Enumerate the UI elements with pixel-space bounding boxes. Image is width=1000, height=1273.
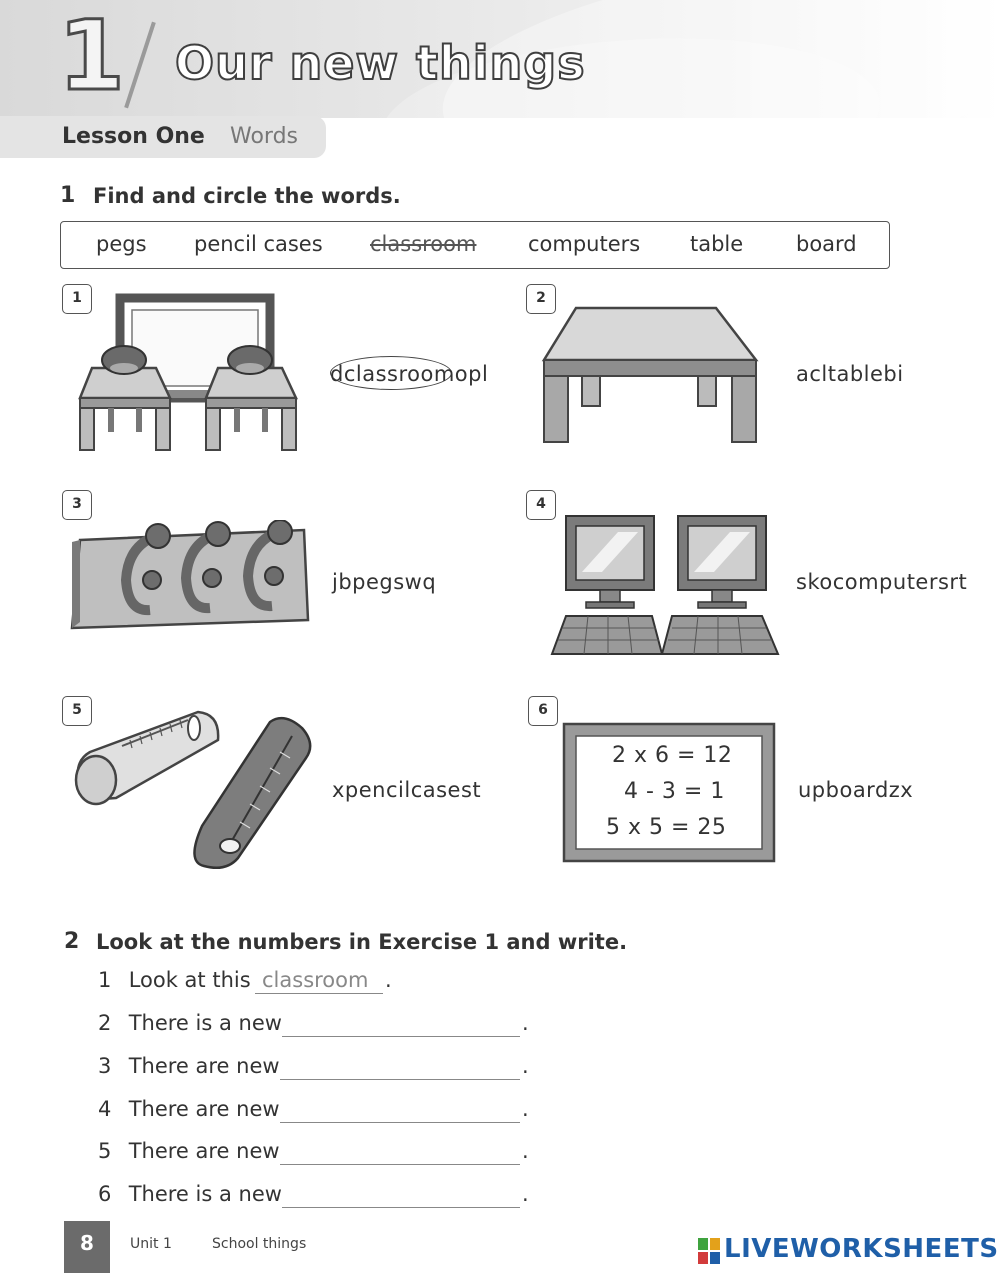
item-number-box: 2 [526,284,556,314]
item-number-box: 6 [528,696,558,726]
sentence-number: 5 [98,1139,112,1163]
computers-illustration [548,512,783,662]
exercise2-instruction: Look at the numbers in Exercise 1 and write. [96,930,628,954]
exercise2-number: 2 [64,929,80,954]
liveworksheets-logo-icon [698,1238,720,1264]
unit-number: 1 [58,0,125,112]
answer-blank[interactable] [280,1122,520,1123]
sentence-period: . [522,1054,529,1078]
sentence-text: There is a new [128,1182,282,1206]
sentence-row [98,968,251,992]
lesson-topic: Words [230,124,299,149]
word-puzzle: dclassroomopl [330,362,489,386]
item-number-box: 3 [62,490,92,520]
unit-title: Our new things [175,36,586,90]
sentence-text: There are new [128,1097,280,1121]
sentence-period: . [522,1097,529,1121]
page-number: 8 [64,1221,110,1273]
sentence-row [98,1054,280,1078]
sentence-row [98,1011,282,1035]
example-answer-line [255,993,383,994]
sentence-row [98,1097,280,1121]
answer-blank[interactable] [280,1079,520,1080]
sentence-period: . [522,1011,529,1035]
word-puzzle: jbpegswq [332,570,437,594]
word-bank-item: table [690,232,744,256]
sentence-text: There are new [128,1054,280,1078]
sentence-row [98,1182,282,1206]
word-puzzle: skocomputersrt [796,570,968,594]
sentence-text: There are new [128,1139,280,1163]
word-bank-item: pencil cases [194,232,323,256]
sentence-number: 1 [98,968,112,992]
sentence-number: 2 [98,1011,112,1035]
word-bank-item: computers [528,232,641,256]
word-puzzle: xpencilcasest [332,778,482,802]
sentence-number: 3 [98,1054,112,1078]
word-puzzle: upboardzx [798,778,914,802]
exercise1-instruction: Find and circle the words. [93,184,401,208]
word-puzzle: acltablebi [796,362,904,386]
pencil-cases-illustration [70,706,320,874]
classroom-illustration [70,290,310,455]
answer-blank[interactable] [282,1036,520,1037]
sentence-row [98,1139,280,1163]
footer-topic: School things [212,1236,307,1252]
word-bank-item: board [796,232,857,256]
answer-blank[interactable] [282,1207,520,1208]
sentence-text: Look at this [128,968,251,992]
word-bank-item-used: classroom [370,232,477,256]
board-line: 2 x 6 = 12 [612,743,733,768]
sentence-number: 6 [98,1182,112,1206]
sentence-number: 4 [98,1097,112,1121]
board-line: 4 - 3 = 1 [624,779,725,804]
item-number-box: 1 [62,284,92,314]
example-answer: classroom [262,968,369,992]
footer-unit: Unit 1 [130,1236,172,1252]
item-number-box: 4 [526,490,556,520]
board-line: 5 x 5 = 25 [606,815,727,840]
liveworksheets-brand[interactable]: LIVEWORKSHEETS [724,1234,999,1264]
lesson-title: Lesson One [62,124,205,149]
answer-blank[interactable] [280,1164,520,1165]
pegs-illustration [68,520,313,635]
word-bank-item: pegs [96,232,147,256]
item-number-box: 5 [62,696,92,726]
sentence-period: . [522,1182,529,1206]
exercise1-number: 1 [60,183,76,208]
table-illustration [536,300,766,450]
sentence-period: . [385,968,392,992]
sentence-period: . [522,1139,529,1163]
sentence-text: There is a new [128,1011,282,1035]
